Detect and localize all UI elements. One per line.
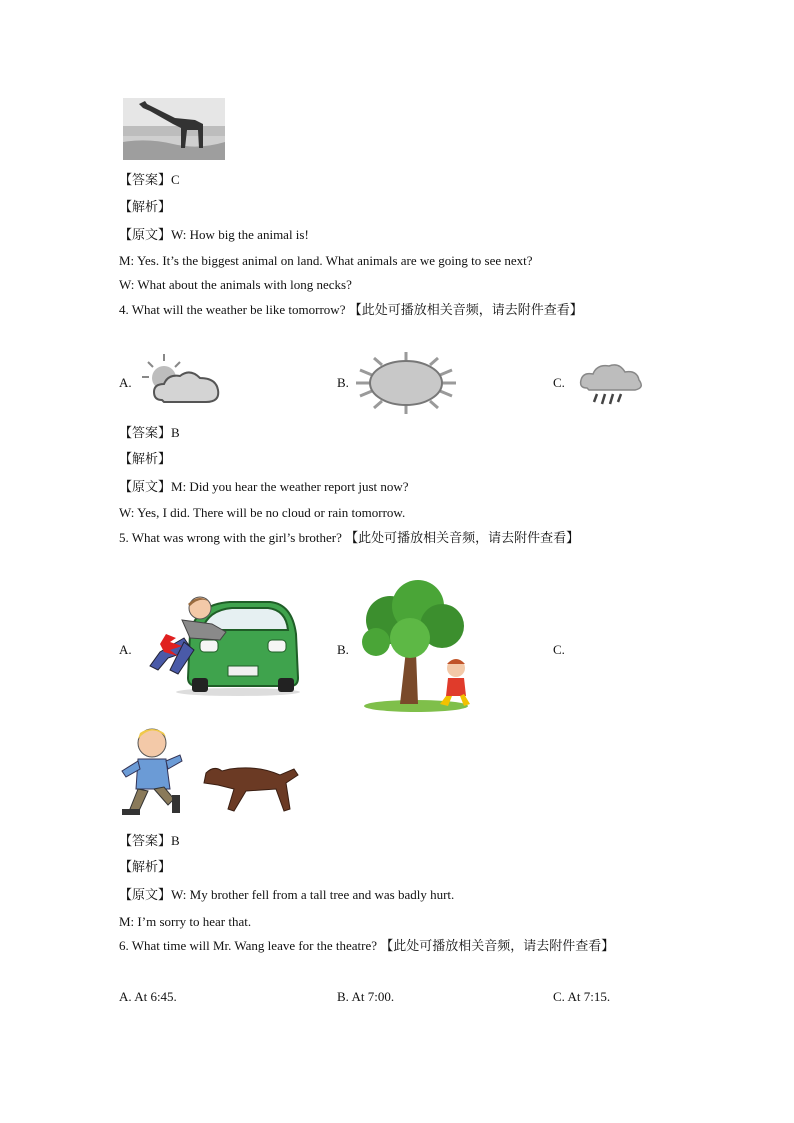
dialogue-line: W: My brother fell from a tall tree and was badly hurt. — [171, 887, 455, 902]
option-b[interactable] — [337, 989, 394, 1005]
answer-value: C — [171, 172, 180, 187]
question-text: 4. What will the weather be like tomorrow? — [119, 302, 346, 317]
option-label: C. — [553, 642, 565, 657]
answer-value: B — [171, 425, 180, 440]
dialogue-line: W: What about the animals with long necks? — [119, 277, 352, 292]
car-accident-illustration — [140, 594, 302, 698]
analysis-label: 【解析】 — [119, 452, 172, 467]
analysis-label: 【解析】 — [119, 860, 172, 875]
dog-chase-illustration — [118, 725, 304, 825]
question-text: 6. What time will Mr. Wang leave for the theatre? — [119, 938, 378, 953]
option-label: A. — [119, 642, 132, 657]
original-text-label: 【原文】 — [119, 480, 172, 495]
original-text-label: 【原文】 — [119, 888, 172, 903]
tree-fall-illustration — [356, 580, 472, 714]
option-label: B. — [337, 375, 349, 390]
dialogue-line: M: Did you hear the weather report just now? — [171, 479, 409, 494]
option-text: At 7:15. — [567, 989, 611, 1004]
rain-cloud-icon — [575, 362, 647, 410]
option-label: A. — [119, 989, 132, 1004]
audio-note[interactable]: 【此处可播放相关音频，请去附件查看】 — [345, 531, 580, 546]
option-label: B. — [337, 989, 349, 1004]
option-label: A. — [119, 375, 132, 390]
question-text: 5. What was wrong with the girl’s brother? — [119, 530, 342, 545]
sun-cloud-icon — [140, 352, 222, 408]
option-text: At 6:45. — [134, 989, 177, 1004]
audio-note[interactable]: 【此处可播放相关音频，请去附件查看】 — [348, 303, 583, 318]
analysis-label: 【解析】 — [119, 200, 172, 215]
dialogue-line: M: I’m sorry to hear that. — [119, 914, 252, 929]
sun-icon — [354, 350, 458, 416]
answer-label: 【答案】 — [119, 426, 172, 441]
answer-label: 【答案】 — [119, 173, 172, 188]
option-text: At 7:00. — [351, 989, 395, 1004]
answer-label: 【答案】 — [119, 834, 172, 849]
giraffe-photo — [123, 98, 225, 160]
option-label: B. — [337, 642, 349, 657]
dialogue-line: W: Yes, I did. There will be no cloud or rain tomorrow. — [119, 505, 406, 520]
dialogue-line: M: Yes. It’s the biggest animal on land. What animals are we going to see next? — [119, 253, 533, 268]
option-a[interactable] — [119, 989, 177, 1005]
dialogue-line: W: How big the animal is! — [171, 227, 309, 242]
option-label: C. — [553, 375, 565, 390]
option-label: C. — [553, 989, 565, 1004]
option-c[interactable] — [553, 989, 610, 1005]
original-text-label: 【原文】 — [119, 228, 172, 243]
audio-note[interactable]: 【此处可播放相关音频，请去附件查看】 — [380, 939, 615, 954]
answer-value: B — [171, 833, 180, 848]
